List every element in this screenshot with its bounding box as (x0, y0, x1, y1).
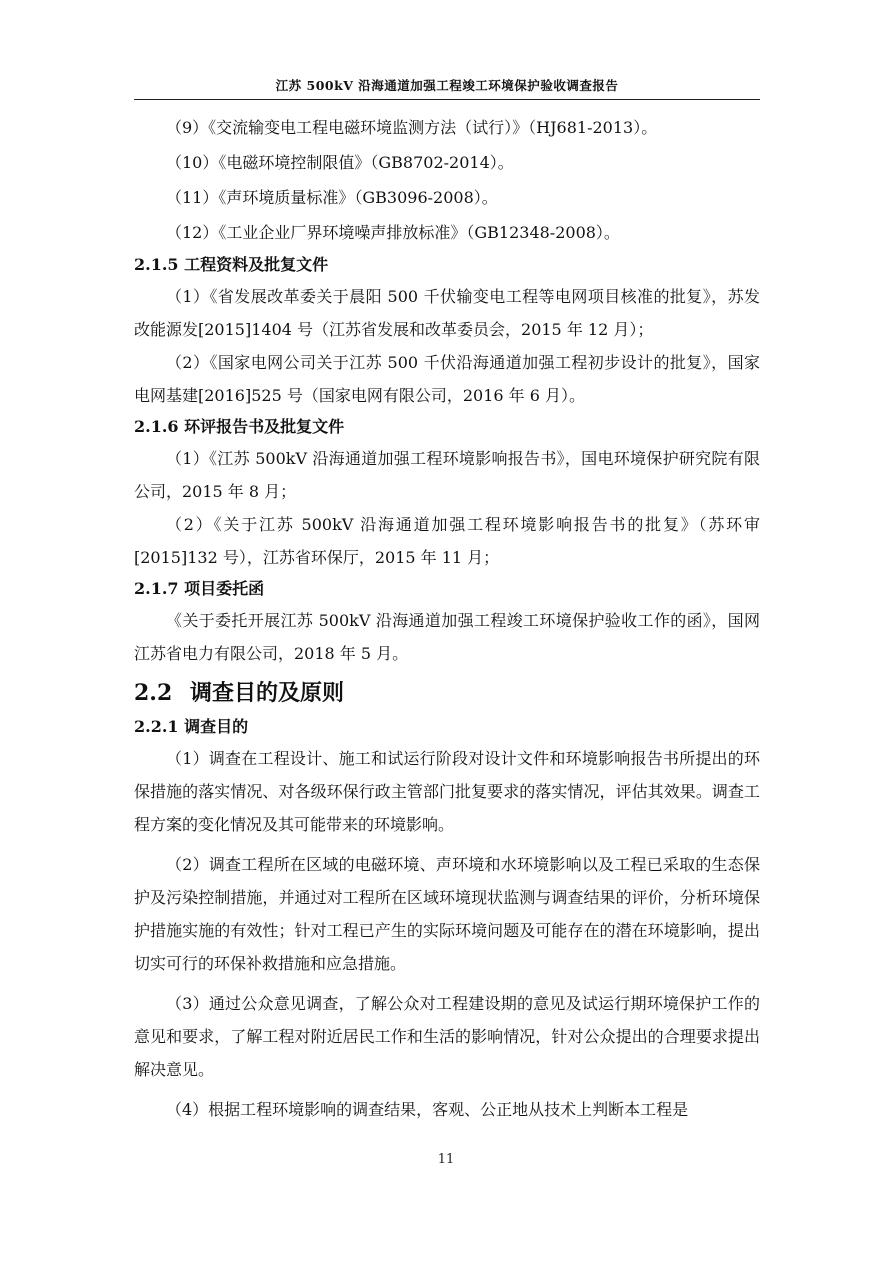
section-number: 2.1.5 (134, 255, 179, 274)
header-rule (134, 99, 760, 100)
section-number: 2.2 (134, 680, 173, 706)
paragraph: （4）根据工程环境影响的调查结果，客观、公正地从技术上判断本工程是 (166, 1100, 689, 1119)
spacer (134, 841, 760, 848)
spacer (134, 980, 760, 987)
running-header: 江苏 500kV 沿海通道加强工程竣工环境保护验收调查报告 (275, 78, 619, 93)
paragraph: （1）《江苏 500kV 沿海通道加强工程环境影响报告书》，国电环境保护研究院有限公司，2015 年 8 月； (134, 449, 760, 501)
paragraph: （2）《关于江苏 500kV 沿海通道加强工程环境影响报告书的批复》（苏环审[2015]132 号），江苏省环保厅，2015 年 11 月； (134, 515, 760, 567)
section-title: 调查目的及原则 (189, 680, 344, 706)
section-heading-2-1-7 (134, 574, 760, 604)
spacer (134, 1086, 760, 1093)
section-title: 调查目的 (184, 717, 249, 736)
paragraph: （1）《省发展改革委关于晨阳 500 千伏输变电工程等电网项目核准的批复》，苏发改能源发[2015]1404 号（江苏省发展和改革委员会，2015 年 12 月）； (134, 287, 760, 339)
paragraph: （2）调查工程所在区域的电磁环境、声环境和水环境影响以及工程已采取的生态保护及污染控制措施，并通过对工程所在区域环境现状监测与调查结果的评价，分析环境保护措施实施的有效性；针对工程已产生的实际环境问题及可能存在的潜在环境影响，提出切实可行的环保补救措施和应急措施。 (134, 855, 760, 973)
reference-item: （10）《电磁环境控制限值》（GB8702-2014）。 (166, 153, 514, 172)
page-number: 11 (437, 1152, 455, 1167)
section-number: 2.1.6 (134, 417, 179, 436)
section-title: 项目委托函 (184, 579, 265, 598)
reference-item: （12）《工业企业厂界环境噪声排放标准》（GB12348-2008）。 (166, 223, 620, 242)
section-heading-2-1-5 (134, 250, 760, 280)
section-number: 2.1.7 (134, 579, 179, 598)
section-heading-2-2 (134, 676, 760, 710)
paragraph: （2）《国家电网公司关于江苏 500 千伏沿海通道加强工程初步设计的批复》，国家电网基建[2016]525 号（国家电网有限公司，2016 年 6 月）。 (134, 353, 760, 405)
reference-item: （9）《交流输变电工程电磁环境监测方法（试行）》（HJ681-2013）。 (166, 118, 658, 137)
section-title: 环评报告书及批复文件 (184, 417, 345, 436)
section-heading-2-1-6 (134, 412, 760, 442)
paragraph: （3）通过公众意见调查，了解公众对工程建设期的意见及试运行期环境保护工作的意见和要求，了解工程对附近居民工作和生活的影响情况，针对公众提出的合理要求提出解决意见。 (134, 994, 760, 1079)
section-heading-2-2-1 (134, 712, 760, 742)
page-body (134, 110, 760, 1126)
paragraph: 《关于委托开展江苏 500kV 沿海通道加强工程竣工环境保护验收工作的函》，国网江苏省电力有限公司，2018 年 5 月。 (134, 611, 760, 663)
section-number: 2.2.1 (134, 717, 179, 736)
reference-item: （11）《声环境质量标准》（GB3096-2008）。 (166, 188, 498, 207)
section-title: 工程资料及批复文件 (184, 255, 329, 274)
paragraph: （1）调查在工程设计、施工和试运行阶段对设计文件和环境影响报告书所提出的环保措施的落实情况、对各级环保行政主管部门批复要求的落实情况，评估其效果。调查工程方案的变化情况及其可能带来的环境影响。 (134, 749, 760, 834)
